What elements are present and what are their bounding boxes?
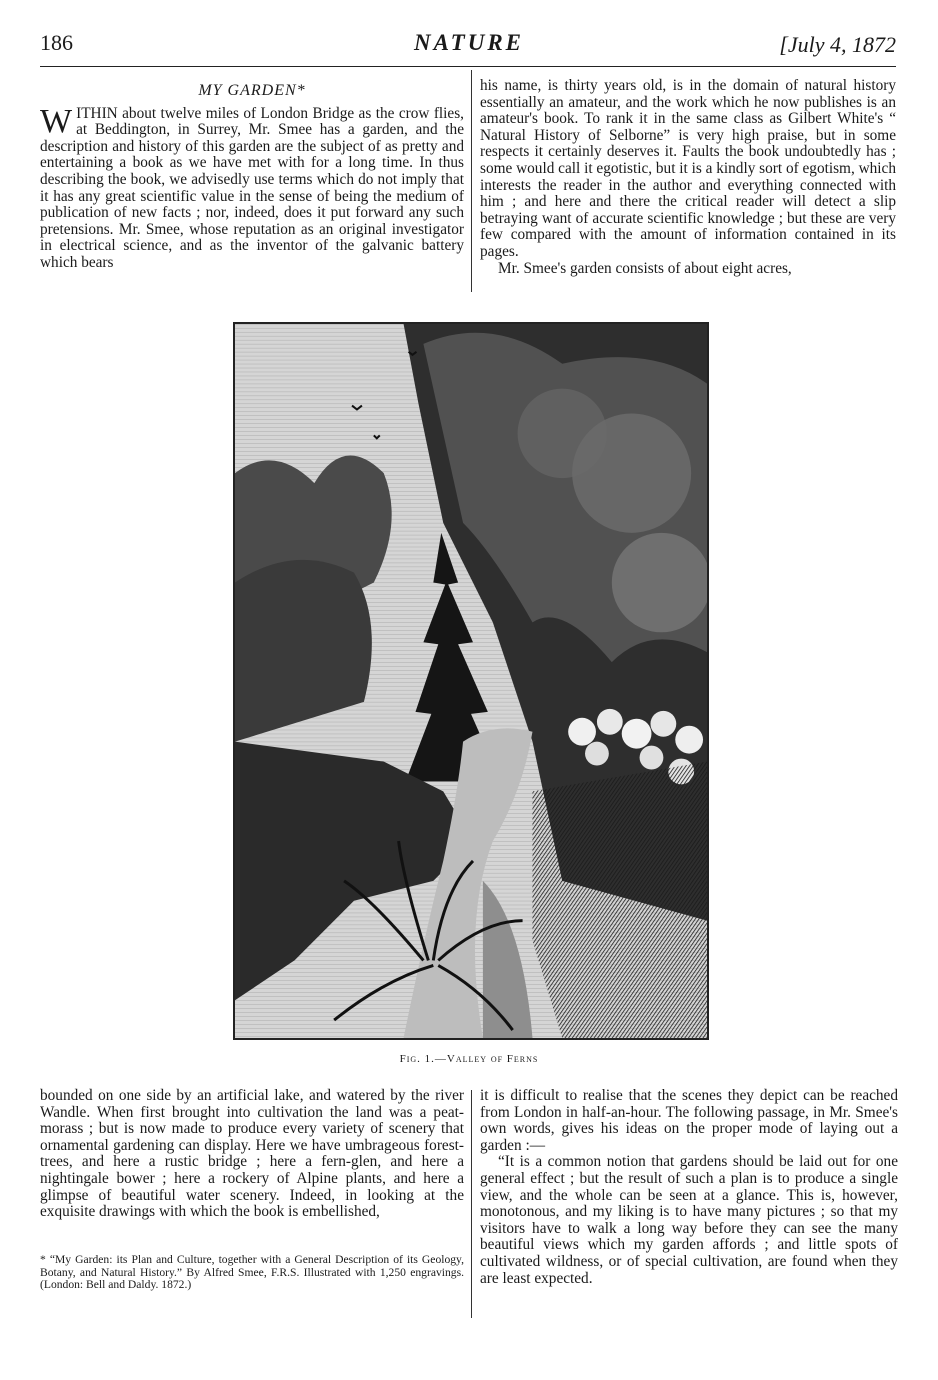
- issue-date: [July 4, 1872: [779, 32, 896, 57]
- paragraph-garden-end: it is difficult to realise that the scenes they depict can be reached from London in half-an-hour. The following passage, in Mr. Smee's own words, gives his ideas on the proper mode of laying out a garden :—: [480, 1087, 898, 1154]
- figure-caption: Fig. 1.—Valley of Ferns: [399, 1053, 539, 1065]
- header-rule: [40, 66, 896, 67]
- paragraph-intro-text: ITHIN about twelve miles of London Bridge as the crow flies, at Beddington, in Surrey, Mr. Smee has a garden, and the description and history of this garden are the subject of as pretty and entertaining a book as we have met with for a long time. In thus describing the book, we advisedly use terms which do not imply that it has any great scientific value in the sense of being the medium of publication of new facts ; nor, indeed, does it put forward any such pretensions. Mr. Smee, whose reputation as an original investigator in electrical science, and as the inventor of the galvanic battery which bears: [40, 104, 464, 271]
- ferns-right: [532, 762, 707, 1038]
- fern-valley-engraving: [233, 322, 709, 1040]
- paragraph-garden-continued: bounded on one side by an artificial lake, and watered by the river Wandle. When first brought into cultivation the land was a peat-morass ; but is now made to produce every variety of scenery that ornamental gardening can display. Here we have umbrageous forest-trees, and here a rustic bridge ; here a fern-glen, and here a nightingale bower ; here a rockery of Alpine plants, and here a glimpse of beautiful water scenery. Indeed, in looking at the exquisite drawings with which the book is embellished,: [40, 1087, 464, 1221]
- article-title: MY GARDEN*: [198, 82, 306, 99]
- bottom-right-column: [480, 1088, 898, 1287]
- column-divider-bottom: [471, 1090, 472, 1318]
- top-left-column: [40, 83, 464, 272]
- paragraph-intro: [40, 102, 464, 272]
- journal-title: NATURE: [413, 30, 525, 55]
- engraving-illustration: [235, 324, 707, 1038]
- drop-cap: W: [40, 102, 73, 140]
- column-divider-top: [471, 70, 472, 292]
- bottom-left-column: [40, 1088, 464, 1221]
- paragraph-intro-continued: his name, is thirty years old, is in the domain of natural history essentially an amateur, and the work which he now publishes is an amateur's book. To rank it in the same class as Gilbert White's “ Natural History of Selborne” is very high praise, but in some respects it certainly deserves it. Faults the book undoubtedly has ; some would call it egotistic, but it is a kindly sort of egotism, which interests the reader in the author and everything connected with him ; and here and there the critical reader will detect a slip betraying want of accurate scientific knowledge ; but these are very few compared with the amount of information contained in its pages.: [480, 77, 896, 260]
- paragraph-garden-start: Mr. Smee's garden consists of about eight acres,: [498, 259, 792, 277]
- quotation: “It is a common notion that gardens should be laid out for one general effect ; but the result of such a plan is to produce a single view, and the whole can be seen at a glance. This is, however, monotonous, and my liking is to have many pictures ; so that my visitors have to walk a long way before they can see the many beautiful views which my garden affords ; and little spots of cultivated wildness, or of special cultivation, are found when they are least expected.: [480, 1153, 898, 1287]
- footnote: * “My Garden: its Plan and Culture, together with a General Description of its Geology, Botany, and Natural History.” By Alfred Smee, F.R.S. Illustrated with 1,250 engravings. (London: Bell and Daldy. 1872.): [40, 1253, 464, 1292]
- page-number: 186: [40, 30, 73, 55]
- top-right-column: [480, 78, 896, 277]
